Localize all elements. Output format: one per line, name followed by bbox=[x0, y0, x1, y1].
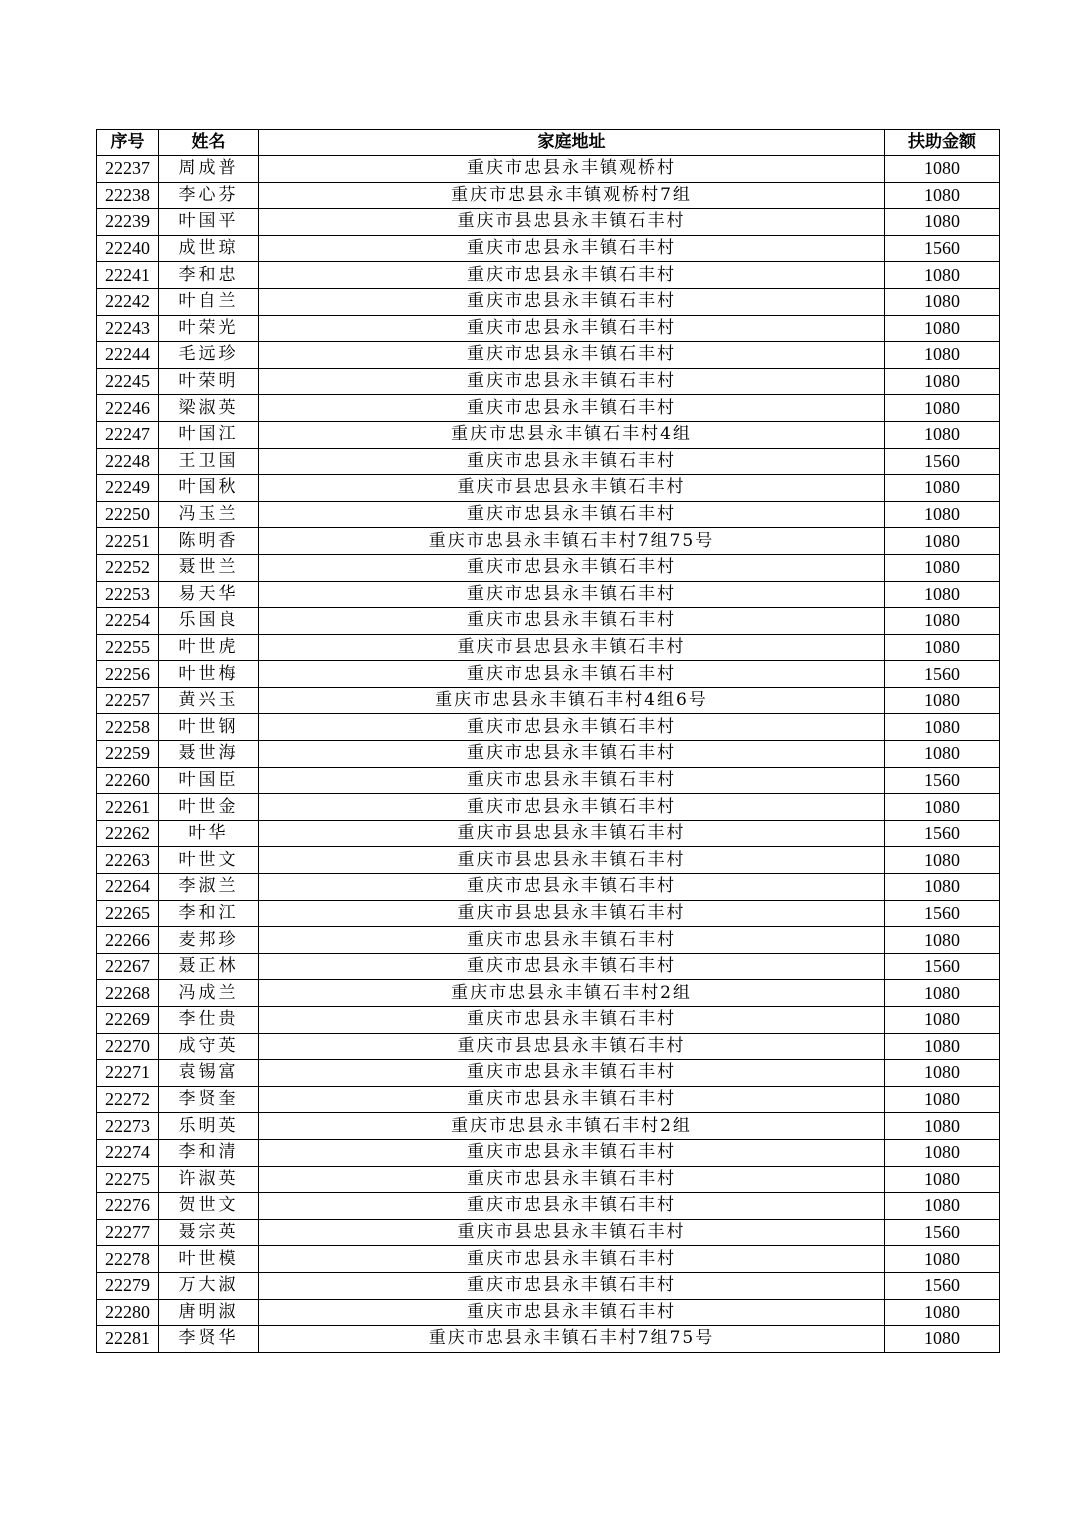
cell-amount: 1080 bbox=[885, 342, 1000, 369]
cell-no: 22271 bbox=[97, 1060, 159, 1087]
cell-name: 叶世模 bbox=[159, 1246, 259, 1273]
cell-amount: 1080 bbox=[885, 156, 1000, 183]
cell-name: 乐明英 bbox=[159, 1113, 259, 1140]
cell-amount: 1080 bbox=[885, 1060, 1000, 1087]
cell-no: 22268 bbox=[97, 980, 159, 1007]
cell-address: 重庆市忠县永丰镇石丰村 bbox=[259, 953, 885, 980]
cell-amount: 1080 bbox=[885, 1007, 1000, 1034]
cell-address: 重庆市忠县永丰镇石丰村 bbox=[259, 1086, 885, 1113]
header-amount: 扶助金额 bbox=[885, 130, 1000, 156]
table-row bbox=[97, 1246, 1000, 1273]
table-row bbox=[97, 847, 1000, 874]
cell-no: 22276 bbox=[97, 1193, 159, 1220]
cell-address: 重庆市忠县永丰镇石丰村 bbox=[259, 927, 885, 954]
cell-name: 叶世金 bbox=[159, 794, 259, 821]
table-row bbox=[97, 421, 1000, 448]
cell-amount: 1560 bbox=[885, 900, 1000, 927]
cell-name: 叶世钢 bbox=[159, 714, 259, 741]
table-row bbox=[97, 980, 1000, 1007]
assistance-table bbox=[96, 129, 1000, 1353]
table-row bbox=[97, 315, 1000, 342]
table-row bbox=[97, 1060, 1000, 1087]
cell-address: 重庆市忠县永丰镇石丰村 bbox=[259, 262, 885, 289]
cell-no: 22279 bbox=[97, 1272, 159, 1299]
cell-name: 聂正林 bbox=[159, 953, 259, 980]
cell-address: 重庆市忠县永丰镇石丰村 bbox=[259, 448, 885, 475]
table-row bbox=[97, 262, 1000, 289]
table-row bbox=[97, 741, 1000, 768]
cell-address: 重庆市县忠县永丰镇石丰村 bbox=[259, 1033, 885, 1060]
cell-no: 22244 bbox=[97, 342, 159, 369]
table-row bbox=[97, 1113, 1000, 1140]
table-row bbox=[97, 342, 1000, 369]
cell-name: 叶世虎 bbox=[159, 634, 259, 661]
cell-address: 重庆市忠县永丰镇石丰村 bbox=[259, 1246, 885, 1273]
table-row bbox=[97, 235, 1000, 262]
cell-name: 成世琼 bbox=[159, 235, 259, 262]
cell-name: 麦邦珍 bbox=[159, 927, 259, 954]
cell-address: 重庆市忠县永丰镇石丰村 bbox=[259, 608, 885, 635]
cell-no: 22246 bbox=[97, 395, 159, 422]
cell-amount: 1080 bbox=[885, 288, 1000, 315]
cell-no: 22264 bbox=[97, 874, 159, 901]
cell-amount: 1560 bbox=[885, 448, 1000, 475]
cell-name: 叶世梅 bbox=[159, 661, 259, 688]
cell-no: 22254 bbox=[97, 608, 159, 635]
cell-address: 重庆市忠县永丰镇石丰村 bbox=[259, 1193, 885, 1220]
cell-address: 重庆市忠县永丰镇观桥村7组 bbox=[259, 182, 885, 209]
cell-no: 22243 bbox=[97, 315, 159, 342]
table-row bbox=[97, 1166, 1000, 1193]
cell-no: 22257 bbox=[97, 687, 159, 714]
cell-name: 冯玉兰 bbox=[159, 501, 259, 528]
table-row bbox=[97, 475, 1000, 502]
cell-amount: 1080 bbox=[885, 581, 1000, 608]
table-body bbox=[97, 156, 1000, 1353]
table-row bbox=[97, 634, 1000, 661]
cell-name: 叶国秋 bbox=[159, 475, 259, 502]
table-row bbox=[97, 1272, 1000, 1299]
cell-name: 乐国良 bbox=[159, 608, 259, 635]
cell-name: 聂世兰 bbox=[159, 554, 259, 581]
cell-no: 22272 bbox=[97, 1086, 159, 1113]
table-row bbox=[97, 767, 1000, 794]
cell-amount: 1080 bbox=[885, 1299, 1000, 1326]
cell-amount: 1080 bbox=[885, 714, 1000, 741]
cell-amount: 1080 bbox=[885, 262, 1000, 289]
cell-amount: 1080 bbox=[885, 874, 1000, 901]
table-row bbox=[97, 581, 1000, 608]
table-row bbox=[97, 209, 1000, 236]
table-row bbox=[97, 554, 1000, 581]
cell-name: 李仕贵 bbox=[159, 1007, 259, 1034]
table-row bbox=[97, 1299, 1000, 1326]
cell-name: 王卫国 bbox=[159, 448, 259, 475]
cell-address: 重庆市忠县永丰镇石丰村7组75号 bbox=[259, 528, 885, 555]
cell-name: 成守英 bbox=[159, 1033, 259, 1060]
cell-address: 重庆市忠县永丰镇观桥村 bbox=[259, 156, 885, 183]
cell-amount: 1080 bbox=[885, 1139, 1000, 1166]
cell-address: 重庆市县忠县永丰镇石丰村 bbox=[259, 475, 885, 502]
cell-name: 万大淑 bbox=[159, 1272, 259, 1299]
table-row bbox=[97, 608, 1000, 635]
cell-address: 重庆市忠县永丰镇石丰村 bbox=[259, 554, 885, 581]
cell-amount: 1080 bbox=[885, 980, 1000, 1007]
cell-amount: 1080 bbox=[885, 847, 1000, 874]
table-row bbox=[97, 661, 1000, 688]
cell-no: 22239 bbox=[97, 209, 159, 236]
cell-address: 重庆市县忠县永丰镇石丰村 bbox=[259, 209, 885, 236]
cell-address: 重庆市忠县永丰镇石丰村 bbox=[259, 368, 885, 395]
table-row bbox=[97, 1193, 1000, 1220]
cell-address: 重庆市忠县永丰镇石丰村 bbox=[259, 741, 885, 768]
cell-address: 重庆市忠县永丰镇石丰村7组75号 bbox=[259, 1326, 885, 1353]
cell-name: 冯成兰 bbox=[159, 980, 259, 1007]
cell-address: 重庆市县忠县永丰镇石丰村 bbox=[259, 820, 885, 847]
cell-name: 陈明香 bbox=[159, 528, 259, 555]
table-row bbox=[97, 448, 1000, 475]
table-row bbox=[97, 528, 1000, 555]
table-row bbox=[97, 1007, 1000, 1034]
cell-no: 22247 bbox=[97, 421, 159, 448]
cell-no: 22269 bbox=[97, 1007, 159, 1034]
cell-no: 22274 bbox=[97, 1139, 159, 1166]
cell-amount: 1080 bbox=[885, 421, 1000, 448]
cell-name: 叶国江 bbox=[159, 421, 259, 448]
table-row bbox=[97, 953, 1000, 980]
cell-no: 22250 bbox=[97, 501, 159, 528]
cell-name: 许淑英 bbox=[159, 1166, 259, 1193]
cell-address: 重庆市忠县永丰镇石丰村 bbox=[259, 395, 885, 422]
table-row bbox=[97, 1219, 1000, 1246]
cell-address: 重庆市县忠县永丰镇石丰村 bbox=[259, 900, 885, 927]
cell-name: 李贤华 bbox=[159, 1326, 259, 1353]
table-row bbox=[97, 501, 1000, 528]
cell-amount: 1080 bbox=[885, 501, 1000, 528]
cell-amount: 1080 bbox=[885, 741, 1000, 768]
cell-address: 重庆市忠县永丰镇石丰村 bbox=[259, 1299, 885, 1326]
cell-no: 22281 bbox=[97, 1326, 159, 1353]
cell-address: 重庆市忠县永丰镇石丰村 bbox=[259, 581, 885, 608]
cell-name: 黄兴玉 bbox=[159, 687, 259, 714]
header-no: 序号 bbox=[97, 130, 159, 156]
cell-amount: 1560 bbox=[885, 1219, 1000, 1246]
cell-no: 22258 bbox=[97, 714, 159, 741]
cell-no: 22266 bbox=[97, 927, 159, 954]
cell-address: 重庆市县忠县永丰镇石丰村 bbox=[259, 1219, 885, 1246]
cell-amount: 1080 bbox=[885, 395, 1000, 422]
cell-no: 22241 bbox=[97, 262, 159, 289]
cell-name: 李和清 bbox=[159, 1139, 259, 1166]
cell-amount: 1560 bbox=[885, 661, 1000, 688]
cell-amount: 1080 bbox=[885, 475, 1000, 502]
cell-no: 22249 bbox=[97, 475, 159, 502]
cell-address: 重庆市忠县永丰镇石丰村 bbox=[259, 288, 885, 315]
cell-name: 聂世海 bbox=[159, 741, 259, 768]
table-row bbox=[97, 794, 1000, 821]
cell-amount: 1560 bbox=[885, 1272, 1000, 1299]
cell-amount: 1080 bbox=[885, 554, 1000, 581]
cell-name: 叶荣明 bbox=[159, 368, 259, 395]
table-row bbox=[97, 1086, 1000, 1113]
cell-address: 重庆市忠县永丰镇石丰村 bbox=[259, 1060, 885, 1087]
cell-no: 22238 bbox=[97, 182, 159, 209]
cell-amount: 1080 bbox=[885, 528, 1000, 555]
table-row bbox=[97, 714, 1000, 741]
cell-no: 22242 bbox=[97, 288, 159, 315]
table-row bbox=[97, 1139, 1000, 1166]
cell-address: 重庆市忠县永丰镇石丰村 bbox=[259, 661, 885, 688]
cell-no: 22265 bbox=[97, 900, 159, 927]
cell-name: 李心芬 bbox=[159, 182, 259, 209]
cell-name: 袁锡富 bbox=[159, 1060, 259, 1087]
cell-amount: 1080 bbox=[885, 1166, 1000, 1193]
cell-amount: 1080 bbox=[885, 1086, 1000, 1113]
cell-name: 易天华 bbox=[159, 581, 259, 608]
cell-address: 重庆市忠县永丰镇石丰村 bbox=[259, 1166, 885, 1193]
cell-address: 重庆市忠县永丰镇石丰村 bbox=[259, 714, 885, 741]
cell-no: 22259 bbox=[97, 741, 159, 768]
cell-no: 22273 bbox=[97, 1113, 159, 1140]
cell-amount: 1080 bbox=[885, 1113, 1000, 1140]
header-name: 姓名 bbox=[159, 130, 259, 156]
cell-address: 重庆市忠县永丰镇石丰村2组 bbox=[259, 1113, 885, 1140]
cell-amount: 1080 bbox=[885, 687, 1000, 714]
cell-no: 22270 bbox=[97, 1033, 159, 1060]
cell-amount: 1080 bbox=[885, 1326, 1000, 1353]
cell-no: 22262 bbox=[97, 820, 159, 847]
table-row bbox=[97, 687, 1000, 714]
cell-no: 22240 bbox=[97, 235, 159, 262]
cell-name: 李贤奎 bbox=[159, 1086, 259, 1113]
cell-address: 重庆市忠县永丰镇石丰村2组 bbox=[259, 980, 885, 1007]
cell-address: 重庆市县忠县永丰镇石丰村 bbox=[259, 847, 885, 874]
cell-no: 22237 bbox=[97, 156, 159, 183]
cell-no: 22263 bbox=[97, 847, 159, 874]
cell-amount: 1080 bbox=[885, 608, 1000, 635]
cell-name: 聂宗英 bbox=[159, 1219, 259, 1246]
cell-name: 梁淑英 bbox=[159, 395, 259, 422]
cell-amount: 1080 bbox=[885, 315, 1000, 342]
cell-amount: 1560 bbox=[885, 235, 1000, 262]
cell-address: 重庆市忠县永丰镇石丰村 bbox=[259, 1272, 885, 1299]
cell-amount: 1080 bbox=[885, 1193, 1000, 1220]
cell-address: 重庆市忠县永丰镇石丰村 bbox=[259, 315, 885, 342]
cell-no: 22261 bbox=[97, 794, 159, 821]
cell-no: 22280 bbox=[97, 1299, 159, 1326]
cell-name: 叶自兰 bbox=[159, 288, 259, 315]
cell-no: 22278 bbox=[97, 1246, 159, 1273]
cell-address: 重庆市忠县永丰镇石丰村 bbox=[259, 1139, 885, 1166]
cell-amount: 1080 bbox=[885, 634, 1000, 661]
cell-no: 22260 bbox=[97, 767, 159, 794]
header-address: 家庭地址 bbox=[259, 130, 885, 156]
cell-no: 22248 bbox=[97, 448, 159, 475]
table-row bbox=[97, 156, 1000, 183]
cell-name: 李淑兰 bbox=[159, 874, 259, 901]
cell-name: 叶国臣 bbox=[159, 767, 259, 794]
cell-amount: 1080 bbox=[885, 368, 1000, 395]
cell-address: 重庆市忠县永丰镇石丰村4组6号 bbox=[259, 687, 885, 714]
cell-name: 周成普 bbox=[159, 156, 259, 183]
cell-address: 重庆市忠县永丰镇石丰村 bbox=[259, 767, 885, 794]
table-row bbox=[97, 900, 1000, 927]
table-row bbox=[97, 820, 1000, 847]
header-row bbox=[97, 130, 1000, 156]
cell-no: 22251 bbox=[97, 528, 159, 555]
cell-amount: 1560 bbox=[885, 820, 1000, 847]
cell-name: 毛远珍 bbox=[159, 342, 259, 369]
cell-no: 22253 bbox=[97, 581, 159, 608]
cell-amount: 1080 bbox=[885, 209, 1000, 236]
table-row bbox=[97, 874, 1000, 901]
table-row bbox=[97, 395, 1000, 422]
cell-name: 叶国平 bbox=[159, 209, 259, 236]
cell-address: 重庆市忠县永丰镇石丰村 bbox=[259, 1007, 885, 1034]
table-row bbox=[97, 1326, 1000, 1353]
cell-amount: 1080 bbox=[885, 1246, 1000, 1273]
table-row bbox=[97, 182, 1000, 209]
cell-amount: 1080 bbox=[885, 794, 1000, 821]
table-row bbox=[97, 1033, 1000, 1060]
cell-no: 22245 bbox=[97, 368, 159, 395]
table-row bbox=[97, 927, 1000, 954]
cell-amount: 1080 bbox=[885, 1033, 1000, 1060]
cell-amount: 1560 bbox=[885, 767, 1000, 794]
table-row bbox=[97, 368, 1000, 395]
cell-name: 贺世文 bbox=[159, 1193, 259, 1220]
cell-address: 重庆市忠县永丰镇石丰村4组 bbox=[259, 421, 885, 448]
cell-name: 李和江 bbox=[159, 900, 259, 927]
cell-address: 重庆市县忠县永丰镇石丰村 bbox=[259, 634, 885, 661]
cell-address: 重庆市忠县永丰镇石丰村 bbox=[259, 342, 885, 369]
cell-name: 叶世文 bbox=[159, 847, 259, 874]
cell-address: 重庆市忠县永丰镇石丰村 bbox=[259, 794, 885, 821]
cell-no: 22275 bbox=[97, 1166, 159, 1193]
cell-no: 22255 bbox=[97, 634, 159, 661]
cell-no: 22277 bbox=[97, 1219, 159, 1246]
cell-amount: 1080 bbox=[885, 182, 1000, 209]
cell-amount: 1080 bbox=[885, 927, 1000, 954]
table-row bbox=[97, 288, 1000, 315]
cell-name: 李和忠 bbox=[159, 262, 259, 289]
cell-name: 唐明淑 bbox=[159, 1299, 259, 1326]
cell-address: 重庆市忠县永丰镇石丰村 bbox=[259, 501, 885, 528]
cell-no: 22252 bbox=[97, 554, 159, 581]
cell-address: 重庆市忠县永丰镇石丰村 bbox=[259, 235, 885, 262]
cell-no: 22256 bbox=[97, 661, 159, 688]
cell-name: 叶荣光 bbox=[159, 315, 259, 342]
cell-name: 叶华 bbox=[159, 820, 259, 847]
cell-no: 22267 bbox=[97, 953, 159, 980]
table-header bbox=[97, 130, 1000, 156]
cell-amount: 1560 bbox=[885, 953, 1000, 980]
cell-address: 重庆市忠县永丰镇石丰村 bbox=[259, 874, 885, 901]
